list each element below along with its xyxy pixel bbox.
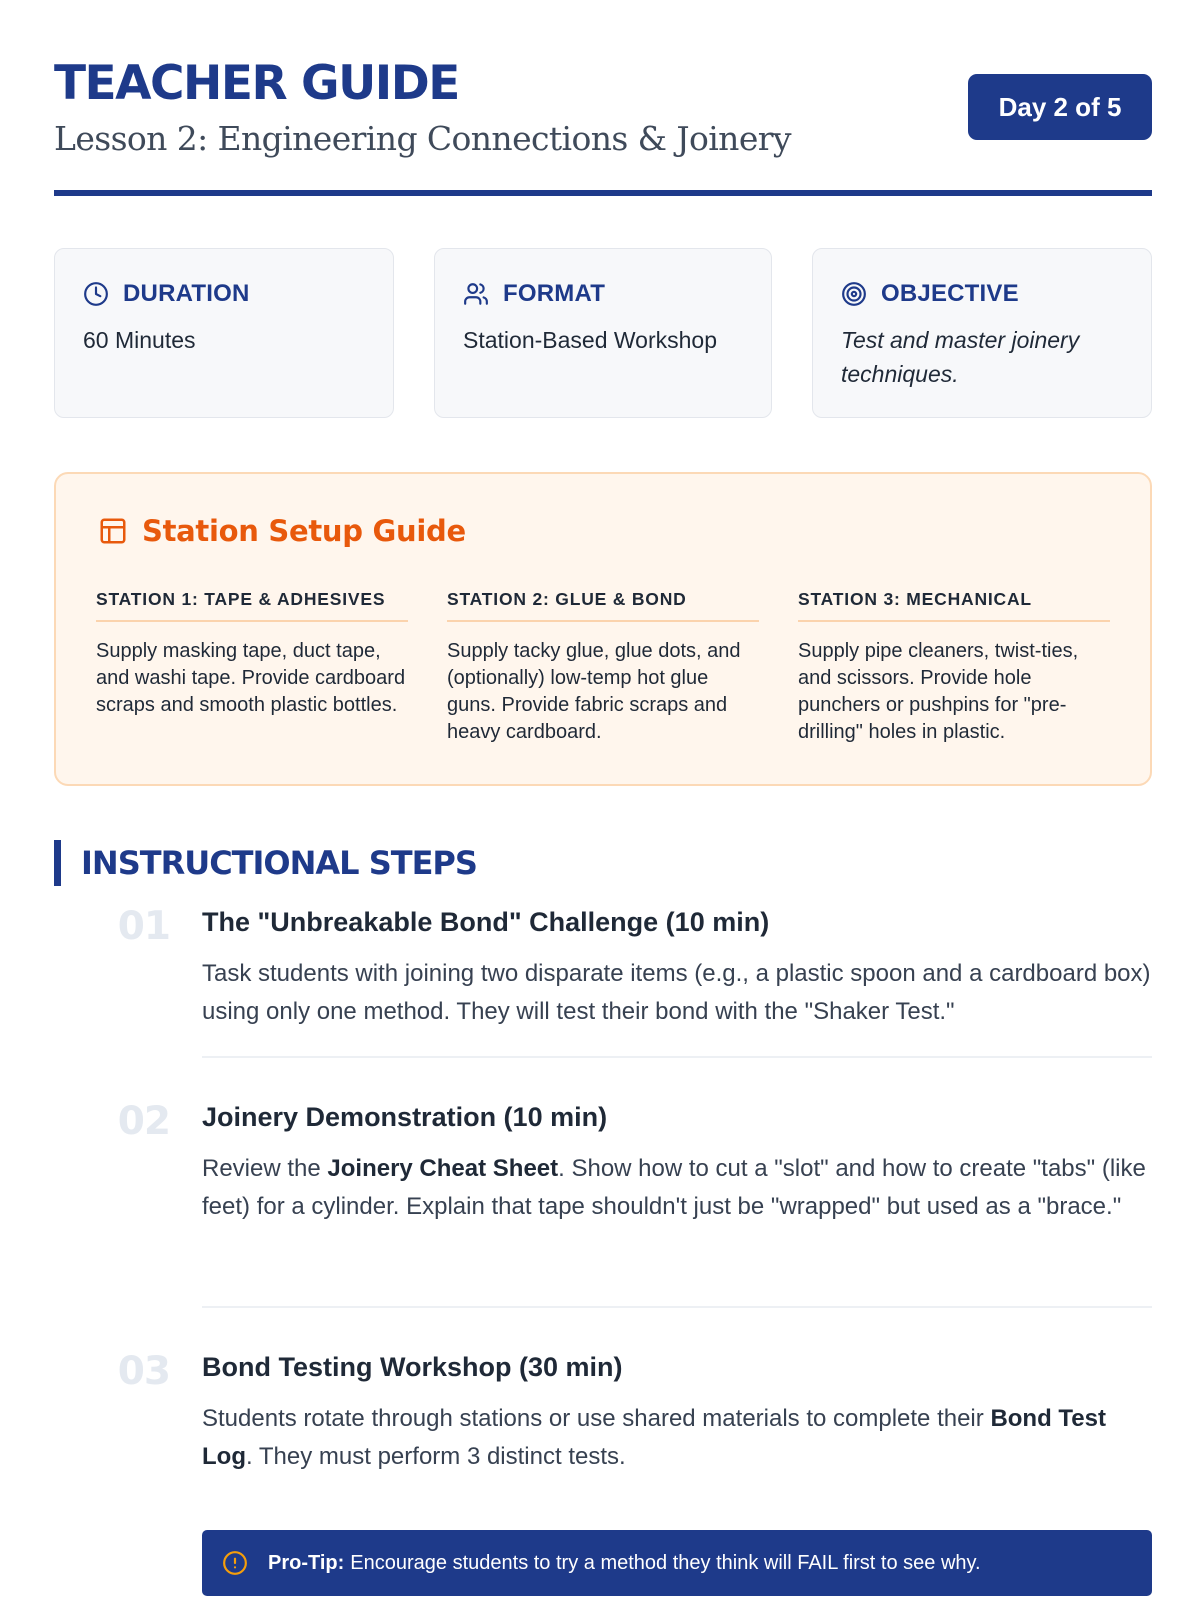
target-icon xyxy=(841,281,867,307)
step-desc-text: . Show how to cut a "slot" and how to create "tabs" (like feet) for a cylinder. Explain that tape shouldn't just be "wrapped" but used as a "brace." xyxy=(202,1155,1146,1220)
bond-test-log-ref: Bond Test Log xyxy=(202,1405,1106,1470)
station-2-name: STATION 2: GLUE & BOND xyxy=(447,588,759,622)
step-divider xyxy=(202,1306,1152,1308)
station-3-name: STATION 3: MECHANICAL xyxy=(798,588,1110,622)
format-label: FORMAT xyxy=(503,280,606,307)
day-badge: Day 2 of 5 xyxy=(968,74,1152,140)
pro-tip-callout xyxy=(202,1530,1152,1596)
duration-card xyxy=(54,248,394,418)
pro-tip-text: Encourage students to try a method they think will FAIL first to see why. xyxy=(350,1551,981,1574)
station-1-name: STATION 1: TAPE & ADHESIVES xyxy=(96,588,408,622)
station-3-text: Supply pipe cleaners, twist-ties, and scissors. Provide hole punchers or pushpins for "pre-drilling" holes in plastic. xyxy=(798,640,1079,743)
pro-tip-label: Pro-Tip: xyxy=(268,1551,345,1574)
station-2 xyxy=(447,588,759,746)
step-desc-text: Students rotate through stations or use shared materials to complete their xyxy=(202,1405,991,1432)
instructional-steps-heading xyxy=(54,840,477,886)
step-number: 02 xyxy=(117,1099,170,1144)
step-desc-text: Review the xyxy=(202,1155,328,1182)
station-setup-guide xyxy=(54,472,1152,786)
format-value: Station-Based Workshop xyxy=(463,327,717,353)
duration-label: DURATION xyxy=(123,280,250,307)
alert-circle-icon xyxy=(222,1550,248,1576)
users-icon xyxy=(463,281,489,307)
layout-icon xyxy=(98,516,128,546)
step-desc-text: . They must perform 3 distinct tests. xyxy=(245,1442,626,1470)
objective-value: Test and master joinery techniques. xyxy=(841,327,1080,387)
lesson-subtitle: Lesson 2: Engineering Connections & Joinery xyxy=(54,119,791,158)
page-title: TEACHER GUIDE xyxy=(54,56,459,111)
station-2-text: Supply tacky glue, glue dots, and (optionally) low-temp hot glue guns. Provide fabric scraps and heavy cardboard. xyxy=(447,640,741,743)
step-number: 01 xyxy=(117,904,170,949)
duration-value: 60 Minutes xyxy=(83,327,196,353)
objective-card xyxy=(812,248,1152,418)
step-title: Joinery Demonstration (10 min) xyxy=(202,1102,608,1132)
station-3 xyxy=(798,588,1110,746)
step-title: The "Unbreakable Bond" Challenge (10 min) xyxy=(202,907,770,937)
joinery-cheat-sheet-ref: Joinery Cheat Sheet xyxy=(327,1155,559,1182)
step-number: 03 xyxy=(117,1349,170,1394)
station-setup-title: Station Setup Guide xyxy=(142,514,466,548)
info-cards xyxy=(54,248,1152,418)
format-card xyxy=(434,248,772,418)
page-header xyxy=(54,56,1152,196)
station-1-text: Supply masking tape, duct tape, and washi tape. Provide cardboard scraps and smooth plastic bottles. xyxy=(96,640,406,716)
step-description: Task students with joining two disparate items (e.g., a plastic spoon and a cardboard box) using only one method. They will test their bond with the "Shaker Test." xyxy=(202,960,1151,1025)
teacher-guide-page xyxy=(54,0,1152,1600)
station-1 xyxy=(96,588,408,719)
section-title: INSTRUCTIONAL STEPS xyxy=(81,844,477,882)
step-description xyxy=(202,1400,1152,1475)
step-divider xyxy=(202,1056,1152,1058)
objective-label: OBJECTIVE xyxy=(881,280,1019,307)
step-title: Bond Testing Workshop (30 min) xyxy=(202,1352,623,1382)
step-description xyxy=(202,1150,1152,1225)
clock-icon xyxy=(83,281,109,307)
